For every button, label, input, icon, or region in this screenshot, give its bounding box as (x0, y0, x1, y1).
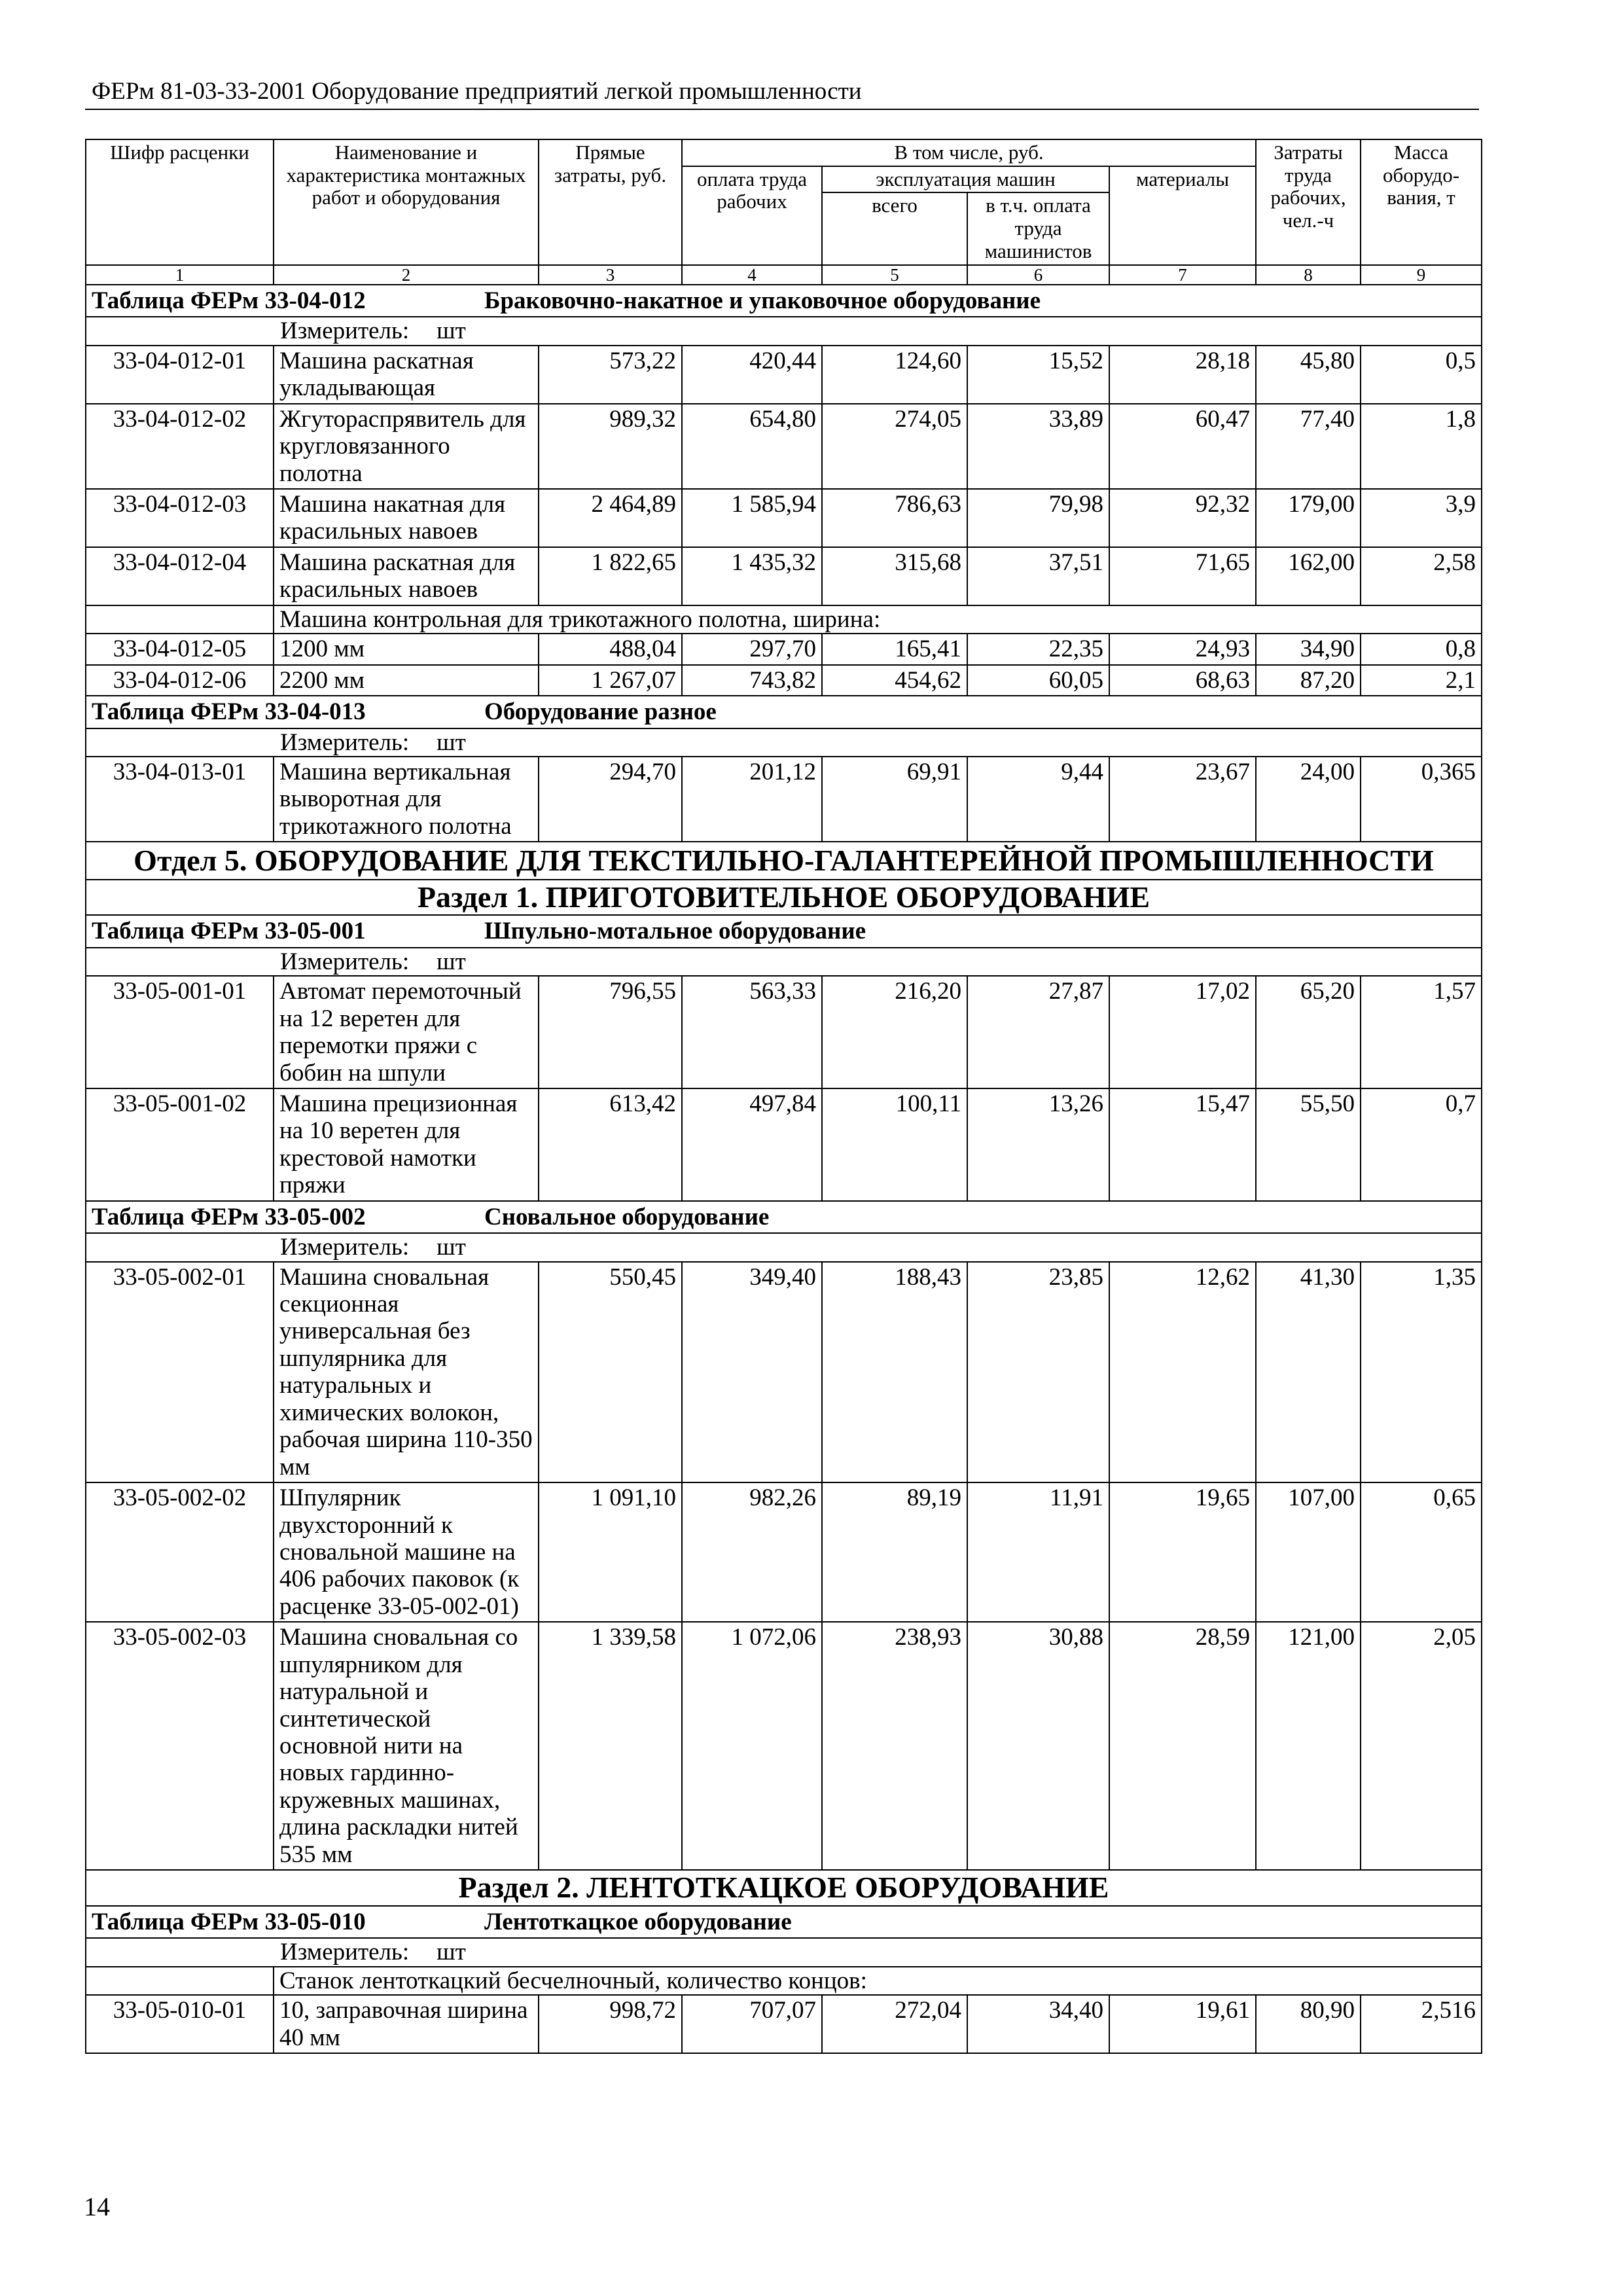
meter-label: Измеритель: (280, 1939, 410, 1966)
running-header: ФЕРм 81-03-33-2001 Оборудование предприятий легкой промышленности (92, 78, 862, 105)
equipment-mass: 2,05 (1361, 1622, 1482, 1870)
table-row (86, 404, 1482, 489)
meter-unit: шт (437, 948, 466, 975)
meter-row (86, 728, 1482, 757)
col-header-code: Шифр расценки (86, 139, 274, 265)
labor-pay: 563,33 (682, 976, 822, 1088)
table-name: Оборудование разное (484, 698, 717, 726)
labor-pay: 1 435,32 (682, 547, 822, 605)
table-row (86, 634, 1482, 664)
section-heading (86, 1870, 1482, 1906)
col-header-labor-pay: оплата труда рабочих (682, 166, 822, 265)
labor-pay: 654,80 (682, 404, 822, 489)
col-header-incl: В том числе, руб. (682, 139, 1256, 166)
rate-code: 33-04-012-04 (86, 547, 274, 605)
machines-total: 274,05 (822, 404, 967, 489)
rate-code: 33-04-012-03 (86, 489, 274, 547)
machines-total: 216,20 (822, 976, 967, 1088)
col-header-name: Наименование и характеристика монтажных работ и оборудования (274, 139, 539, 265)
machinist-pay: 34,40 (967, 1995, 1109, 2053)
section-heading (86, 880, 1482, 916)
col-number: 3 (539, 265, 682, 285)
work-name: Машина раскатная укладывающая (274, 346, 539, 404)
meter-cell (86, 728, 1482, 757)
empty-cell (86, 1967, 274, 1995)
table-row (86, 489, 1482, 547)
table-title-row (86, 285, 1482, 317)
labor-pay: 743,82 (682, 665, 822, 696)
col-number: 7 (1109, 265, 1256, 285)
machines-total: 69,91 (822, 757, 967, 842)
direct-cost: 2 464,89 (539, 489, 682, 547)
department-heading (86, 842, 1482, 880)
table-title-cell (86, 285, 1482, 317)
equipment-mass: 3,9 (1361, 489, 1482, 547)
section-heading-cell: Раздел 2. ЛЕНТОТКАЦКОЕ ОБОРУДОВАНИЕ (86, 1870, 1482, 1906)
work-name: Машина сновальная секционная универсальная без шпулярника для натуральных и химических волокон, рабочая ширина 110-350 мм (274, 1262, 539, 1483)
materials-cost: 92,32 (1109, 489, 1256, 547)
meter-cell (86, 1233, 1482, 1261)
rate-code: 33-04-012-06 (86, 665, 274, 696)
machinist-pay: 33,89 (967, 404, 1109, 489)
materials-cost: 71,65 (1109, 547, 1256, 605)
machinist-pay: 22,35 (967, 634, 1109, 664)
meter-unit: шт (437, 1234, 466, 1261)
labor-hours: 65,20 (1256, 976, 1361, 1088)
table-row (86, 1622, 1482, 1870)
rate-code: 33-05-002-03 (86, 1622, 274, 1870)
labor-pay: 707,07 (682, 1995, 822, 2053)
work-name: Машина раскатная для красильных навоев (274, 547, 539, 605)
machinist-pay: 9,44 (967, 757, 1109, 842)
labor-pay: 297,70 (682, 634, 822, 664)
direct-cost: 573,22 (539, 346, 682, 404)
direct-cost: 1 267,07 (539, 665, 682, 696)
col-header-machines-total: всего (822, 192, 967, 264)
materials-cost: 24,93 (1109, 634, 1256, 664)
table-name: Шпульно-мотальное оборудование (484, 918, 866, 945)
direct-cost: 796,55 (539, 976, 682, 1088)
machinist-pay: 11,91 (967, 1482, 1109, 1622)
direct-cost: 294,70 (539, 757, 682, 842)
section-heading-cell: Раздел 1. ПРИГОТОВИТЕЛЬНОЕ ОБОРУДОВАНИЕ (86, 880, 1482, 916)
labor-hours: 80,90 (1256, 1995, 1361, 2053)
labor-pay: 497,84 (682, 1088, 822, 1201)
work-name: Машина накатная для красильных навоев (274, 489, 539, 547)
direct-cost: 613,42 (539, 1088, 682, 1201)
col-number: 8 (1256, 265, 1361, 285)
group-header-row (86, 1967, 1482, 1995)
table-title-row (86, 1906, 1482, 1938)
col-header-direct: Прямые затраты, руб. (539, 139, 682, 265)
machines-total: 786,63 (822, 489, 967, 547)
equipment-mass: 2,58 (1361, 547, 1482, 605)
labor-pay: 420,44 (682, 346, 822, 404)
col-header-machinist-pay: в т.ч. оплата труда машинистов (967, 192, 1109, 264)
machinist-pay: 23,85 (967, 1262, 1109, 1483)
labor-pay: 1 072,06 (682, 1622, 822, 1870)
machines-total: 89,19 (822, 1482, 967, 1622)
table-title-cell (86, 915, 1482, 947)
table-row (86, 1088, 1482, 1201)
table-row (86, 1262, 1482, 1483)
equipment-mass: 0,65 (1361, 1482, 1482, 1622)
work-name: Шпулярник двухсторонний к сновальной машине на 406 рабочих паковок (к расценке 33-05-002-01) (274, 1482, 539, 1622)
direct-cost: 1 091,10 (539, 1482, 682, 1622)
machines-total: 100,11 (822, 1088, 967, 1201)
meter-cell (86, 317, 1482, 345)
machines-total: 238,93 (822, 1622, 967, 1870)
table-number: Таблица ФЕРм 33-04-012 (92, 287, 366, 314)
col-number: 2 (274, 265, 539, 285)
labor-pay: 201,12 (682, 757, 822, 842)
materials-cost: 23,67 (1109, 757, 1256, 842)
materials-cost: 28,18 (1109, 346, 1256, 404)
materials-cost: 68,63 (1109, 665, 1256, 696)
direct-cost: 550,45 (539, 1262, 682, 1483)
meter-label: Измеритель: (280, 1234, 410, 1261)
department-heading-cell: Отдел 5. ОБОРУДОВАНИЕ ДЛЯ ТЕКСТИЛЬНО-ГАЛАНТЕРЕЙНОЙ ПРОМЫШЛЕННОСТИ (86, 842, 1482, 880)
machinist-pay: 27,87 (967, 976, 1109, 1088)
machinist-pay: 60,05 (967, 665, 1109, 696)
meter-unit: шт (437, 728, 466, 756)
meter-row (86, 317, 1482, 345)
labor-hours: 179,00 (1256, 489, 1361, 547)
group-label: Машина контрольная для трикотажного полотна, ширина: (274, 605, 1482, 634)
meter-row (86, 948, 1482, 976)
machines-total: 315,68 (822, 547, 967, 605)
labor-pay: 982,26 (682, 1482, 822, 1622)
col-header-mass: Масса оборудо-вания, т (1361, 139, 1482, 265)
machinist-pay: 15,52 (967, 346, 1109, 404)
table-row (86, 976, 1482, 1088)
meter-row (86, 1938, 1482, 1966)
col-header-machines: эксплуатация машин (822, 166, 1109, 193)
machinist-pay: 79,98 (967, 489, 1109, 547)
table-body (86, 285, 1482, 2053)
col-number: 6 (967, 265, 1109, 285)
table-number: Таблица ФЕРм 33-04-013 (92, 698, 366, 726)
work-name: Жгутораспрявитель для кругловязанного полотна (274, 404, 539, 489)
machinist-pay: 37,51 (967, 547, 1109, 605)
col-number: 1 (86, 265, 274, 285)
machines-total: 454,62 (822, 665, 967, 696)
rate-code: 33-04-013-01 (86, 757, 274, 842)
table-title-row (86, 1201, 1482, 1233)
materials-cost: 28,59 (1109, 1622, 1256, 1870)
col-number: 5 (822, 265, 967, 285)
labor-pay: 349,40 (682, 1262, 822, 1483)
table-title-cell (86, 1201, 1482, 1233)
table-row (86, 665, 1482, 696)
materials-cost: 19,61 (1109, 1995, 1256, 2053)
col-number: 9 (1361, 265, 1482, 285)
work-name: 2200 мм (274, 665, 539, 696)
direct-cost: 1 339,58 (539, 1622, 682, 1870)
work-name: Машина прецизионная на 10 веретен для крестовой намотки пряжи (274, 1088, 539, 1201)
meter-cell (86, 948, 1482, 976)
equipment-mass: 2,1 (1361, 665, 1482, 696)
machines-total: 272,04 (822, 1995, 967, 2053)
table-title-row (86, 915, 1482, 947)
equipment-mass: 0,5 (1361, 346, 1482, 404)
col-number: 4 (682, 265, 822, 285)
labor-hours: 34,90 (1256, 634, 1361, 664)
meter-unit: шт (437, 317, 466, 345)
group-header-row (86, 605, 1482, 634)
equipment-mass: 1,57 (1361, 976, 1482, 1088)
table-number: Таблица ФЕРм 33-05-010 (92, 1908, 366, 1935)
table-title-row (86, 696, 1482, 728)
direct-cost: 989,32 (539, 404, 682, 489)
table-name: Браковочно-накатное и упаковочное оборудование (484, 287, 1041, 314)
equipment-mass: 0,8 (1361, 634, 1482, 664)
rate-code: 33-05-002-01 (86, 1262, 274, 1483)
machines-total: 165,41 (822, 634, 967, 664)
equipment-mass: 2,516 (1361, 1995, 1482, 2053)
rate-code: 33-05-001-02 (86, 1088, 274, 1201)
machinist-pay: 13,26 (967, 1088, 1109, 1201)
header-rule (85, 109, 1479, 110)
rate-code: 33-04-012-01 (86, 346, 274, 404)
table-number: Таблица ФЕРм 33-05-001 (92, 918, 366, 945)
meter-unit: шт (437, 1939, 466, 1966)
materials-cost: 17,02 (1109, 976, 1256, 1088)
table-number: Таблица ФЕРм 33-05-002 (92, 1203, 366, 1230)
meter-label: Измеритель: (280, 728, 410, 756)
labor-hours: 107,00 (1256, 1482, 1361, 1622)
table-row (86, 346, 1482, 404)
work-name: Машина вертикальная выворотная для трикотажного полотна (274, 757, 539, 842)
labor-hours: 45,80 (1256, 346, 1361, 404)
rate-code: 33-05-002-02 (86, 1482, 274, 1622)
page-number: 14 (84, 2192, 110, 2221)
labor-hours: 87,20 (1256, 665, 1361, 696)
group-label: Станок лентоткацкий бесчелночный, количество концов: (274, 1967, 1482, 1995)
equipment-mass: 1,8 (1361, 404, 1482, 489)
machines-total: 124,60 (822, 346, 967, 404)
materials-cost: 19,65 (1109, 1482, 1256, 1622)
direct-cost: 488,04 (539, 634, 682, 664)
empty-cell (86, 605, 274, 634)
labor-hours: 121,00 (1256, 1622, 1361, 1870)
labor-pay: 1 585,94 (682, 489, 822, 547)
labor-hours: 55,50 (1256, 1088, 1361, 1201)
materials-cost: 12,62 (1109, 1262, 1256, 1483)
table-row (86, 1995, 1482, 2053)
col-header-materials: материалы (1109, 166, 1256, 265)
table-name: Сновальное оборудование (484, 1203, 770, 1230)
meter-row (86, 1233, 1482, 1261)
table-row (86, 1482, 1482, 1622)
rate-code: 33-05-001-01 (86, 976, 274, 1088)
machines-total: 188,43 (822, 1262, 967, 1483)
materials-cost: 60,47 (1109, 404, 1256, 489)
work-name: Автомат перемоточный на 12 веретен для перемотки пряжи с бобин на шпули (274, 976, 539, 1088)
table-row (86, 547, 1482, 605)
labor-hours: 41,30 (1256, 1262, 1361, 1483)
price-table (85, 139, 1482, 2054)
meter-label: Измеритель: (280, 948, 410, 975)
labor-hours: 77,40 (1256, 404, 1361, 489)
table-title-cell (86, 1906, 1482, 1938)
meter-label: Измеритель: (280, 317, 410, 345)
equipment-mass: 1,35 (1361, 1262, 1482, 1483)
direct-cost: 1 822,65 (539, 547, 682, 605)
equipment-mass: 0,7 (1361, 1088, 1482, 1201)
direct-cost: 998,72 (539, 1995, 682, 2053)
labor-hours: 24,00 (1256, 757, 1361, 842)
rate-code: 33-05-010-01 (86, 1995, 274, 2053)
work-name: Машина сновальная со шпулярником для натуральной и синтетической основной нити на новых гардинно-кружевных машинах, длина раскладки нитей 535 мм (274, 1622, 539, 1870)
machinist-pay: 30,88 (967, 1622, 1109, 1870)
table-name: Лентоткацкое оборудование (484, 1908, 792, 1935)
table-row (86, 757, 1482, 842)
work-name: 1200 мм (274, 634, 539, 664)
col-header-labor-hours: Затраты труда рабочих, чел.-ч (1256, 139, 1361, 265)
rate-code: 33-04-012-05 (86, 634, 274, 664)
work-name: 10, заправочная ширина 40 мм (274, 1995, 539, 2053)
equipment-mass: 0,365 (1361, 757, 1482, 842)
rate-code: 33-04-012-02 (86, 404, 274, 489)
meter-cell (86, 1938, 1482, 1966)
labor-hours: 162,00 (1256, 547, 1361, 605)
materials-cost: 15,47 (1109, 1088, 1256, 1201)
table-header (86, 139, 1482, 285)
table-title-cell (86, 696, 1482, 728)
